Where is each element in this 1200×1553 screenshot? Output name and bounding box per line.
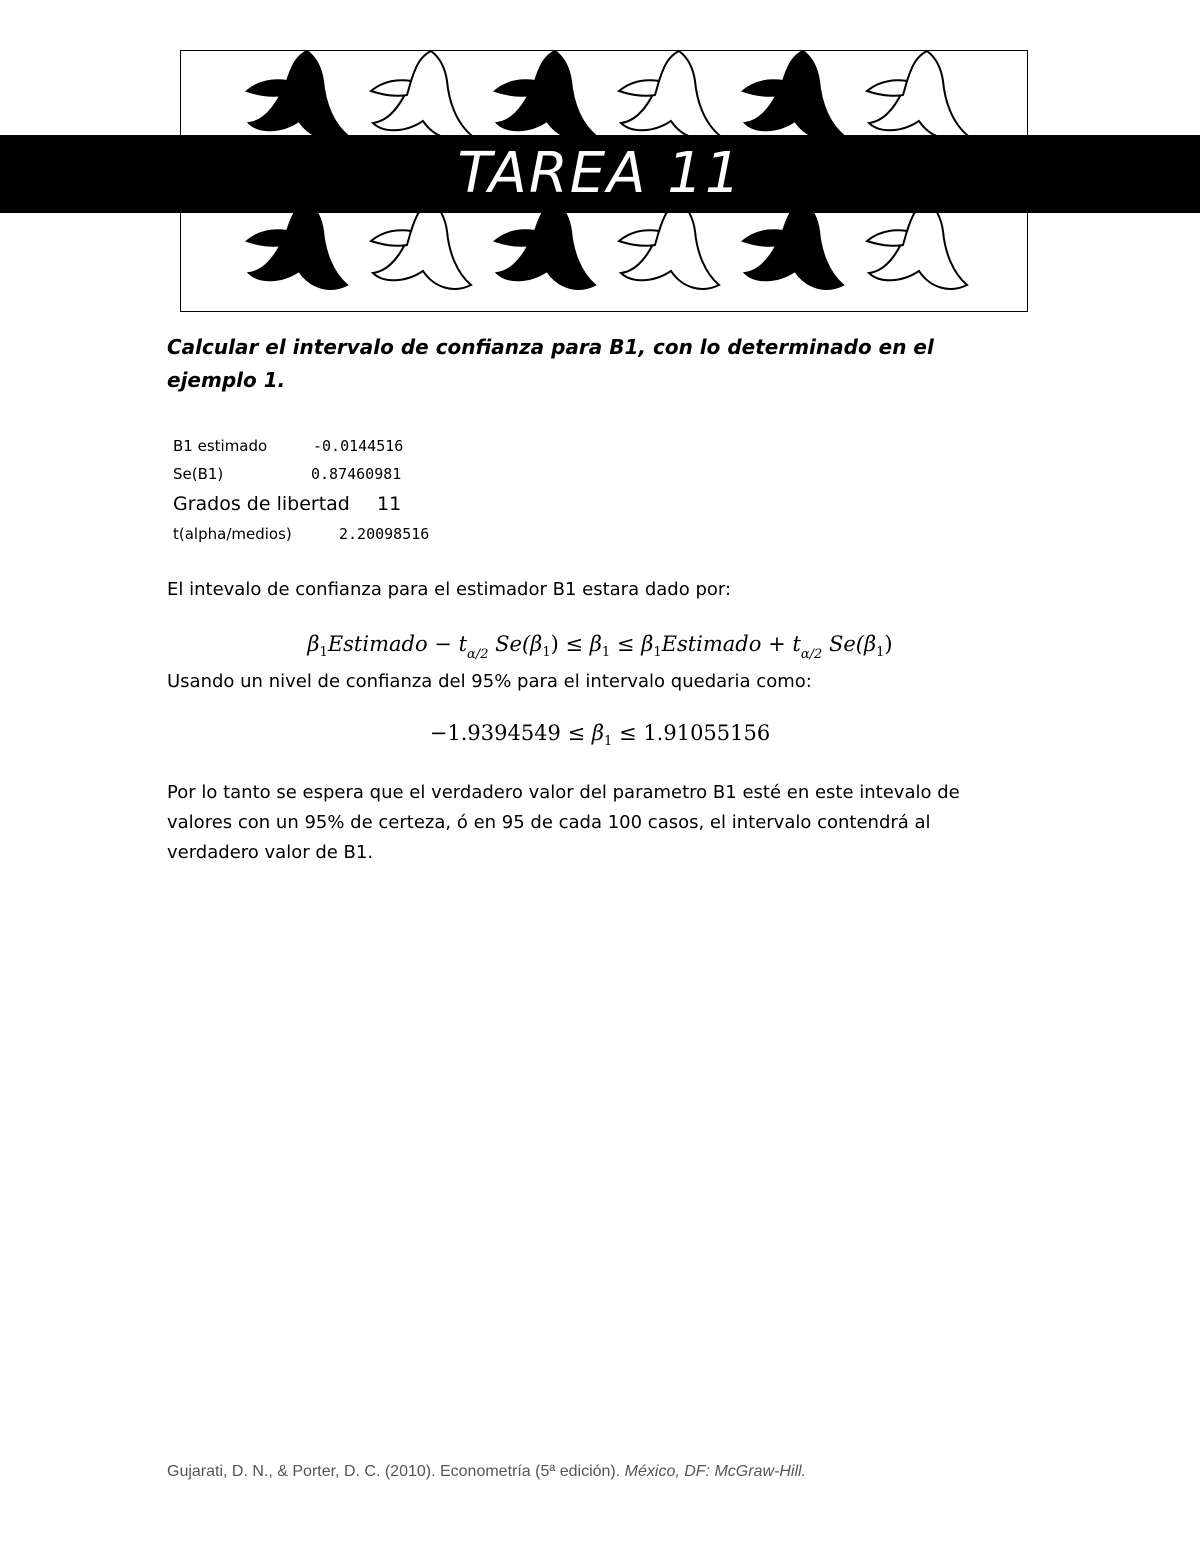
banana-black-icon <box>247 201 347 289</box>
data-row-t-alpha <box>173 525 429 553</box>
title-bar <box>0 135 1200 213</box>
data-row-se-b1 <box>173 465 429 493</box>
interval-upper: 1.91055156 <box>643 721 771 745</box>
banana-outline-icon <box>371 51 471 139</box>
data-row-grados-libertad <box>173 493 429 525</box>
banana-black-icon <box>743 51 843 139</box>
banana-outline-icon <box>619 51 719 139</box>
data-row-b1-estimado <box>173 437 429 465</box>
data-label: Grados de libertad <box>173 493 350 515</box>
banana-outline-icon <box>867 201 967 289</box>
citation <box>167 1463 806 1481</box>
banana-black-icon <box>495 51 595 139</box>
conclusion-paragraph: Por lo tanto se espera que el verdadero valor del parametro B1 esté en este intevalo de valores con un 95% de certeza, ó en 95 de cada 100 casos, el intervalo contendrá al verdadero valor de B1. <box>167 782 960 863</box>
data-value: -0.0144516 <box>313 437 404 455</box>
data-table <box>173 437 429 553</box>
banana-outline-icon <box>867 51 967 139</box>
data-label: t(alpha/medios) <box>173 525 292 543</box>
citation-main: Gujarati, D. N., & Porter, D. C. (2010). Econometría (5ª edición). <box>167 1463 621 1480</box>
question-text: Calcular el intervalo de confianza para B1, con lo determinado en el ejemplo 1. <box>167 335 934 392</box>
page-title: TAREA 11 <box>457 141 743 206</box>
citation-publisher: México, DF: McGraw-Hill. <box>624 1463 806 1480</box>
banana-row-top <box>247 51 967 139</box>
interval-lower: −1.9394549 <box>429 721 561 745</box>
intro-paragraph: El intevalo de confianza para el estimador B1 estara dado por: <box>167 579 732 600</box>
data-value: 2.20098516 <box>339 525 430 543</box>
data-value: 0.87460981 <box>311 465 402 483</box>
banana-outline-icon <box>619 201 719 289</box>
banana-black-icon <box>495 201 595 289</box>
banana-black-icon <box>247 51 347 139</box>
banana-black-icon <box>743 201 843 289</box>
confidence-paragraph: Usando un nivel de confianza del 95% para el intervalo quedaria como: <box>167 671 812 692</box>
banana-row-bottom <box>247 201 967 289</box>
data-label: B1 estimado <box>173 437 268 455</box>
interval-result: $-1.9394549 \le \beta_1 \le 1.91055156$ <box>429 721 771 749</box>
data-value: 11 <box>377 493 402 515</box>
interval-formula: $\beta_1Estimado - t_{\alpha/2}$ $Se(\beta_1) \le \beta_1$ ≤ $\beta_1Estimado + t_{\alpha/2}$ $Se(\beta_1)$ <box>307 632 893 662</box>
data-label: Se(B1) <box>173 465 224 483</box>
banana-outline-icon <box>371 201 471 289</box>
